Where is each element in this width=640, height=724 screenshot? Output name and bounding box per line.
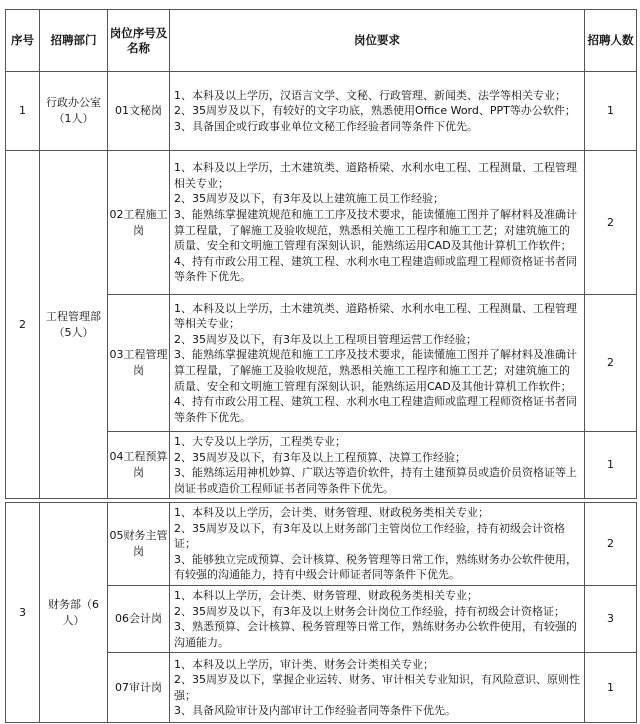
requirement-line: 1、本科及以上学历，审计类、财务会计类相关专业； <box>174 657 434 671</box>
requirement-line: 1、本科及以上学历，土木建筑类、道路桥梁、水利水电工程、工程测量、工程管理相关专业； <box>174 161 577 190</box>
requirement-line: 4、持有市政公用工程、建筑工程、水利水电工程建造师或监理工程师资格证书者同等条件下优先。 <box>174 395 577 424</box>
requirement-line: 2、35周岁及以下，有较好的文字功底，熟悉使用Office Word、PPT等办公软件； <box>174 104 576 118</box>
requirement-line: 3、具备国企或行政事业单位文秘工作经验者同等条件下优先。 <box>174 119 478 133</box>
requirement-line: 4、持有市政公用工程、建筑工程、水利水电工程建造师或监理工程师资格证书者同等条件下优先。 <box>174 254 577 284</box>
requirement-line: 1、大专及以上学历，工程类专业； <box>174 435 346 448</box>
position-requirements <box>170 503 585 586</box>
requirement-line: 3、能熟练运用神机妙算、广联达等造价软件，持有土建预算员或造价员资格证等上岗证书或造价工程师证书者同等条件下优先。 <box>174 466 577 495</box>
position-name: 04工程预算岗 <box>108 432 170 499</box>
requirement-line: 2、35周岁及以下，有3年及以上工程预算、决算工作经验； <box>174 450 466 464</box>
requirement-line: 1、本科及以上学历，汉语言文学、文秘、行政管理、新闻类、法学等相关专业； <box>174 88 566 102</box>
position-requirements <box>170 432 585 499</box>
header-dept: 招聘部门 <box>40 10 108 72</box>
position-requirements <box>170 72 585 151</box>
requirement-line: 1、本科及以上学历，会计类、财务管理、财政税务类相关专业； <box>174 506 489 519</box>
requirement-line: 1、本科以上学历，会计类、财务管理、财政税务类相关专业； <box>174 588 478 602</box>
position-name: 02工程施工岗 <box>108 151 170 295</box>
row-seq: 2 <box>6 151 40 499</box>
position-count: 2 <box>585 295 637 432</box>
header-requirements: 岗位要求 <box>170 10 585 72</box>
requirement-line: 3、能熟练掌握建筑规范和施工工序及技术要求，能读懂施工图并了解材料及准确计算工程量，了解施工及验收规范，熟悉相关施工工程序和施工工艺；对建筑施工的质量、安全和文明施工管理有深刻认识，能熟练运用CAD及其他计算机工作软件； <box>174 348 577 393</box>
requirement-line: 2、35周岁及以下，有3年及以上建筑施工员工作经验； <box>174 192 444 206</box>
position-name: 05财务主管岗 <box>108 503 170 586</box>
header-count: 招聘人数 <box>585 10 637 72</box>
position-count: 3 <box>585 585 637 652</box>
table-row <box>6 151 637 295</box>
requirement-line: 2、35周岁及以下，有3年及以上工程项目管理运营工作经验； <box>174 332 477 346</box>
table-row <box>6 72 637 151</box>
position-requirements <box>170 295 585 432</box>
row-dept: 财务部（6人） <box>40 503 108 723</box>
position-name: 07审计岗 <box>108 653 170 723</box>
row-seq: 1 <box>6 72 40 151</box>
requirement-line: 3、能够独立完成预算、会计核算、税务管理等日常工作，熟练财务办公软件使用，有较强的沟通能力，持有中级会计师证者同等条件下优先。 <box>174 552 577 582</box>
row-seq: 3 <box>6 503 40 723</box>
position-count: 2 <box>585 151 637 295</box>
position-name: 01文秘岗 <box>108 72 170 151</box>
position-count: 1 <box>585 432 637 499</box>
table-row <box>6 503 637 586</box>
position-requirements <box>170 151 585 295</box>
requirement-line: 2、35周岁及以下，有3年及以上财务部门主管岗位工作经验，持有初级会计资格证； <box>174 521 565 551</box>
recruitment-table-top <box>5 9 637 499</box>
row-dept: 行政办公室（1人） <box>40 72 108 151</box>
position-count: 2 <box>585 503 637 586</box>
header-row <box>6 10 637 72</box>
position-count: 1 <box>585 72 637 151</box>
header-position: 岗位序号及名称 <box>108 10 170 72</box>
requirement-line: 2、35周岁及以下，掌握企业运转、财务、审计相关专业知识，有风险意识、原则性强； <box>174 673 580 702</box>
requirement-line: 2、35周岁及以下，有3年及以上财务会计岗位工作经验，持有初级会计资格证； <box>174 604 565 618</box>
requirement-line: 3、具备风险审计及内部审计工作经验者同等条件下优先。 <box>174 704 456 718</box>
position-requirements <box>170 653 585 723</box>
position-requirements <box>170 585 585 652</box>
row-dept: 工程管理部（5人） <box>40 151 108 499</box>
header-seq: 序号 <box>6 10 40 72</box>
requirement-line: 3、熟悉预算、会计核算、税务管理等日常工作，熟练财务办公软件使用，有较强的沟通能力。 <box>174 620 577 649</box>
position-name: 03工程管理岗 <box>108 295 170 432</box>
recruitment-table-bottom <box>5 502 637 723</box>
requirement-line: 3、能熟练掌握建筑规范和施工工序及技术要求，能读懂施工图并了解材料及准确计算工程量，了解施工及验收规范，熟悉相关施工工程序和施工工艺；对建筑施工的质量、安全和文明施工管理有深刻认识，能熟练运用CAD及其他计算机工作软件； <box>174 207 577 253</box>
position-count: 1 <box>585 653 637 723</box>
requirement-line: 1、本科及以上学历，土木建筑类、道路桥梁、水利水电工程、工程测量、工程管理等相关专业； <box>174 301 577 331</box>
position-name: 06会计岗 <box>108 585 170 652</box>
